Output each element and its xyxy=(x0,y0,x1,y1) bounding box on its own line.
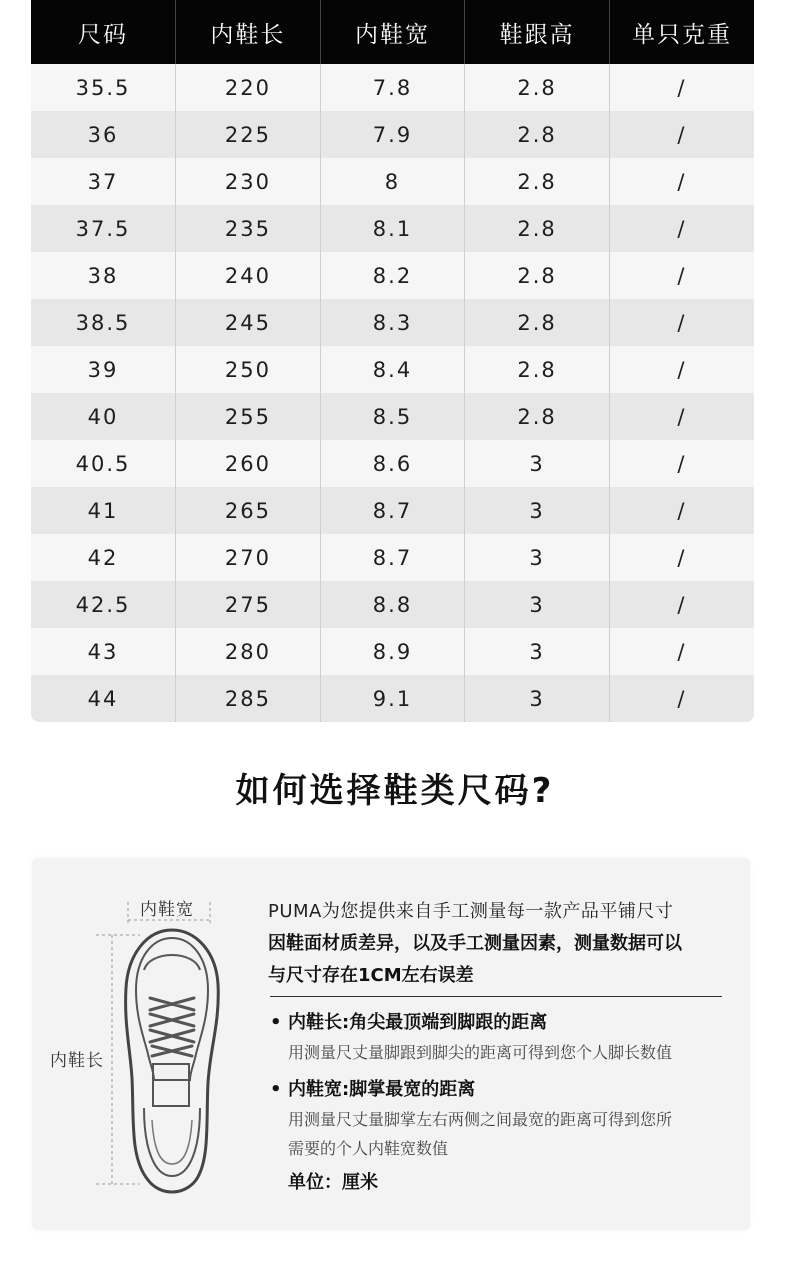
unit-label: 单位：厘米 xyxy=(288,1172,378,1193)
cell-heel-height: 2.8 xyxy=(465,205,610,252)
table-row xyxy=(31,393,754,440)
cell-heel-height: 2.8 xyxy=(465,346,610,393)
inner-length-description: 用测量尺丈量脚跟到脚尖的距离可得到您个人脚长数值 xyxy=(288,1043,673,1062)
header-heel-height: 鞋跟高 xyxy=(465,0,610,64)
cell-single-weight: / xyxy=(609,252,754,299)
cell-inner-width: 8.4 xyxy=(320,346,465,393)
intro-line-2: 因鞋面材质差异，以及手工测量因素，测量数据可以 xyxy=(268,933,682,954)
cell-inner-width: 8.9 xyxy=(320,628,465,675)
cell-single-weight: / xyxy=(609,393,754,440)
cell-size: 41 xyxy=(31,487,176,534)
cell-single-weight: / xyxy=(609,675,754,722)
cell-inner-width: 8.2 xyxy=(320,252,465,299)
cell-single-weight: / xyxy=(609,628,754,675)
cell-inner-length: 285 xyxy=(176,675,321,722)
cell-inner-length: 250 xyxy=(176,346,321,393)
cell-heel-height: 3 xyxy=(465,581,610,628)
inner-width-title: 内鞋宽:脚掌最宽的距离 xyxy=(288,1079,476,1100)
table-row xyxy=(31,440,754,487)
bullet-icon: • xyxy=(270,1012,282,1033)
cell-inner-length: 235 xyxy=(176,205,321,252)
intro-line-1: PUMA为您提供来自手工测量每一款产品平铺尺寸 xyxy=(268,901,674,922)
table-row xyxy=(31,158,754,205)
cell-inner-length: 265 xyxy=(176,487,321,534)
cell-size: 37.5 xyxy=(31,205,176,252)
table-row xyxy=(31,534,754,581)
cell-inner-width: 8.7 xyxy=(320,487,465,534)
cell-inner-width: 8.7 xyxy=(320,534,465,581)
inner-width-description-line-1: 用测量尺丈量脚掌左右两侧之间最宽的距离可得到您所 xyxy=(288,1110,673,1129)
cell-size: 43 xyxy=(31,628,176,675)
guide-intro xyxy=(268,896,738,992)
cell-heel-height: 2.8 xyxy=(465,252,610,299)
cell-heel-height: 3 xyxy=(465,487,610,534)
cell-inner-length: 260 xyxy=(176,440,321,487)
inner-length-label: 内鞋长 xyxy=(50,1051,104,1071)
cell-size: 40.5 xyxy=(31,440,176,487)
bullet-icon: • xyxy=(270,1079,282,1100)
cell-inner-length: 275 xyxy=(176,581,321,628)
cell-heel-height: 3 xyxy=(465,534,610,581)
cell-size: 40 xyxy=(31,393,176,440)
cell-inner-width: 8.6 xyxy=(320,440,465,487)
cell-size: 42 xyxy=(31,534,176,581)
header-inner-width: 内鞋宽 xyxy=(320,0,465,64)
cell-inner-width: 7.8 xyxy=(320,64,465,111)
cell-heel-height: 2.8 xyxy=(465,158,610,205)
cell-single-weight: / xyxy=(609,487,754,534)
cell-heel-height: 2.8 xyxy=(465,64,610,111)
cell-single-weight: / xyxy=(609,205,754,252)
guide-divider xyxy=(270,996,722,997)
cell-inner-width: 8 xyxy=(320,158,465,205)
cell-inner-length: 245 xyxy=(176,299,321,346)
cell-inner-length: 220 xyxy=(176,64,321,111)
cell-size: 42.5 xyxy=(31,581,176,628)
table-row xyxy=(31,252,754,299)
header-size: 尺码 xyxy=(31,0,176,64)
howto-title: 如何选择鞋类尺码? xyxy=(235,771,555,811)
size-table-body xyxy=(31,64,754,722)
table-row xyxy=(31,487,754,534)
cell-size: 38 xyxy=(31,252,176,299)
cell-size: 39 xyxy=(31,346,176,393)
inner-length-title: 内鞋长:角尖最顶端到脚跟的距离 xyxy=(288,1012,548,1033)
cell-inner-width: 9.1 xyxy=(320,675,465,722)
inner-length-definition xyxy=(270,1008,740,1067)
table-row xyxy=(31,111,754,158)
cell-size: 37 xyxy=(31,158,176,205)
cell-heel-height: 2.8 xyxy=(465,393,610,440)
table-row xyxy=(31,675,754,722)
table-row xyxy=(31,581,754,628)
cell-inner-length: 225 xyxy=(176,111,321,158)
cell-inner-length: 280 xyxy=(176,628,321,675)
cell-single-weight: / xyxy=(609,111,754,158)
shoe-diagram xyxy=(32,858,272,1230)
cell-inner-width: 8.3 xyxy=(320,299,465,346)
cell-inner-width: 8.1 xyxy=(320,205,465,252)
cell-inner-width: 7.9 xyxy=(320,111,465,158)
measurement-guide-card xyxy=(32,858,750,1230)
cell-single-weight: / xyxy=(609,299,754,346)
inner-width-label: 内鞋宽 xyxy=(140,900,194,920)
cell-inner-length: 240 xyxy=(176,252,321,299)
cell-inner-length: 230 xyxy=(176,158,321,205)
cell-heel-height: 3 xyxy=(465,440,610,487)
cell-inner-width: 8.5 xyxy=(320,393,465,440)
table-row xyxy=(31,64,754,111)
cell-size: 38.5 xyxy=(31,299,176,346)
cell-heel-height: 3 xyxy=(465,675,610,722)
cell-heel-height: 2.8 xyxy=(465,299,610,346)
header-single-weight: 单只克重 xyxy=(609,0,754,64)
table-row xyxy=(31,205,754,252)
inner-width-description-line-2: 需要的个人内鞋宽数值 xyxy=(288,1139,449,1158)
cell-heel-height: 2.8 xyxy=(465,111,610,158)
intro-line-3: 与尺寸存在1CM左右误差 xyxy=(268,965,474,986)
cell-single-weight: / xyxy=(609,158,754,205)
cell-inner-length: 270 xyxy=(176,534,321,581)
cell-single-weight: / xyxy=(609,440,754,487)
cell-single-weight: / xyxy=(609,581,754,628)
cell-single-weight: / xyxy=(609,346,754,393)
cell-heel-height: 3 xyxy=(465,628,610,675)
table-row xyxy=(31,628,754,675)
header-inner-length: 内鞋长 xyxy=(176,0,321,64)
size-table-header xyxy=(31,0,754,64)
inner-width-definition xyxy=(270,1075,740,1163)
cell-single-weight: / xyxy=(609,534,754,581)
cell-single-weight: / xyxy=(609,64,754,111)
table-row xyxy=(31,346,754,393)
cell-inner-width: 8.8 xyxy=(320,581,465,628)
table-row xyxy=(31,299,754,346)
cell-inner-length: 255 xyxy=(176,393,321,440)
cell-size: 35.5 xyxy=(31,64,176,111)
cell-size: 44 xyxy=(31,675,176,722)
size-table xyxy=(31,0,754,722)
cell-size: 36 xyxy=(31,111,176,158)
